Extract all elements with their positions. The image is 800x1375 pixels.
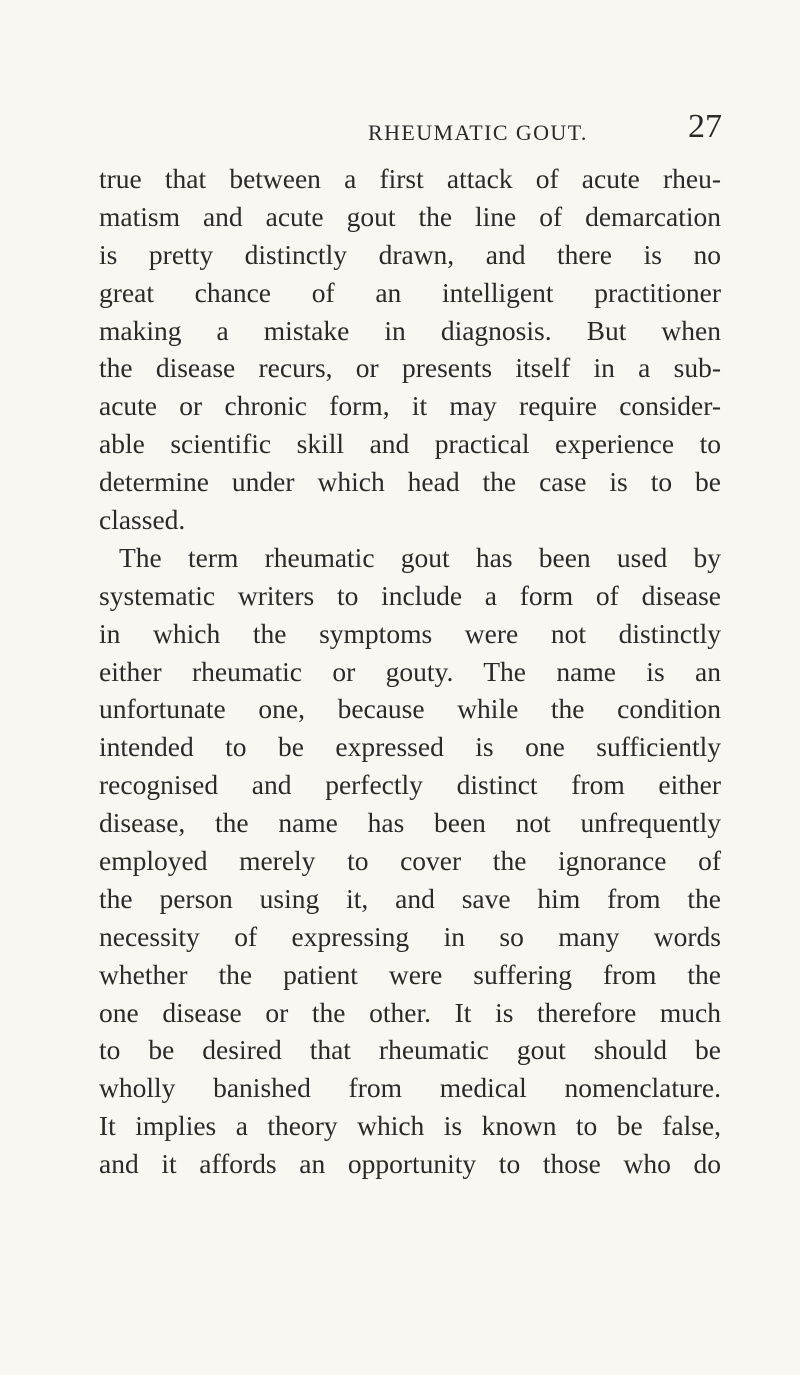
text-line: whether the patient were suffering from the <box>99 958 721 990</box>
text-line: determine under which head the case is to be <box>99 466 721 498</box>
text-line: classed. <box>99 504 186 536</box>
text-line: the disease recurs, or presents itself in a sub- <box>99 352 721 384</box>
text-line: necessity of expressing in so many words <box>99 920 721 952</box>
text-line: great chance of an intelligent practitioner <box>99 276 721 308</box>
text-line: true that between a first attack of acute rheu- <box>99 163 721 194</box>
text-line: and it affords an opportunity to those who do <box>99 1148 721 1180</box>
text-line: one disease or the other. It is therefore much <box>99 996 721 1028</box>
text-line: employed merely to cover the ignorance of <box>99 845 721 877</box>
body-text <box>99 160 721 1183</box>
text-line: to be desired that rheumatic gout should be <box>99 1034 721 1066</box>
text-line: either rheumatic or gouty. The name is an <box>99 655 721 687</box>
text-line: systematic writers to include a form of disease <box>99 579 721 611</box>
text-line: able scientific skill and practical experience to <box>99 428 721 460</box>
text-line: disease, the name has been not unfrequently <box>99 807 721 839</box>
running-head <box>0 108 800 153</box>
running-head-title: RHEUMATIC GOUT. <box>368 120 588 145</box>
text-line: the person using it, and save him from the <box>99 882 721 914</box>
text-line: matism and acute gout the line of demarcation <box>99 200 721 232</box>
text-line: wholly banished from medical nomenclature. <box>99 1072 721 1104</box>
text-line: recognised and perfectly distinct from either <box>99 769 721 801</box>
text-line: in which the symptoms were not distinctly <box>99 617 721 649</box>
page-number: 27 <box>688 108 722 145</box>
text-line: making a mistake in diagnosis. But when <box>99 314 721 346</box>
text-line: It implies a theory which is known to be false, <box>99 1110 721 1142</box>
text-line: is pretty distinctly drawn, and there is no <box>99 238 721 270</box>
text-line: The term rheumatic gout has been used by <box>119 541 721 573</box>
text-line: acute or chronic form, it may require consider- <box>99 390 721 422</box>
text-line: unfortunate one, because while the condition <box>99 693 721 725</box>
text-line: intended to be expressed is one sufficiently <box>99 731 721 763</box>
